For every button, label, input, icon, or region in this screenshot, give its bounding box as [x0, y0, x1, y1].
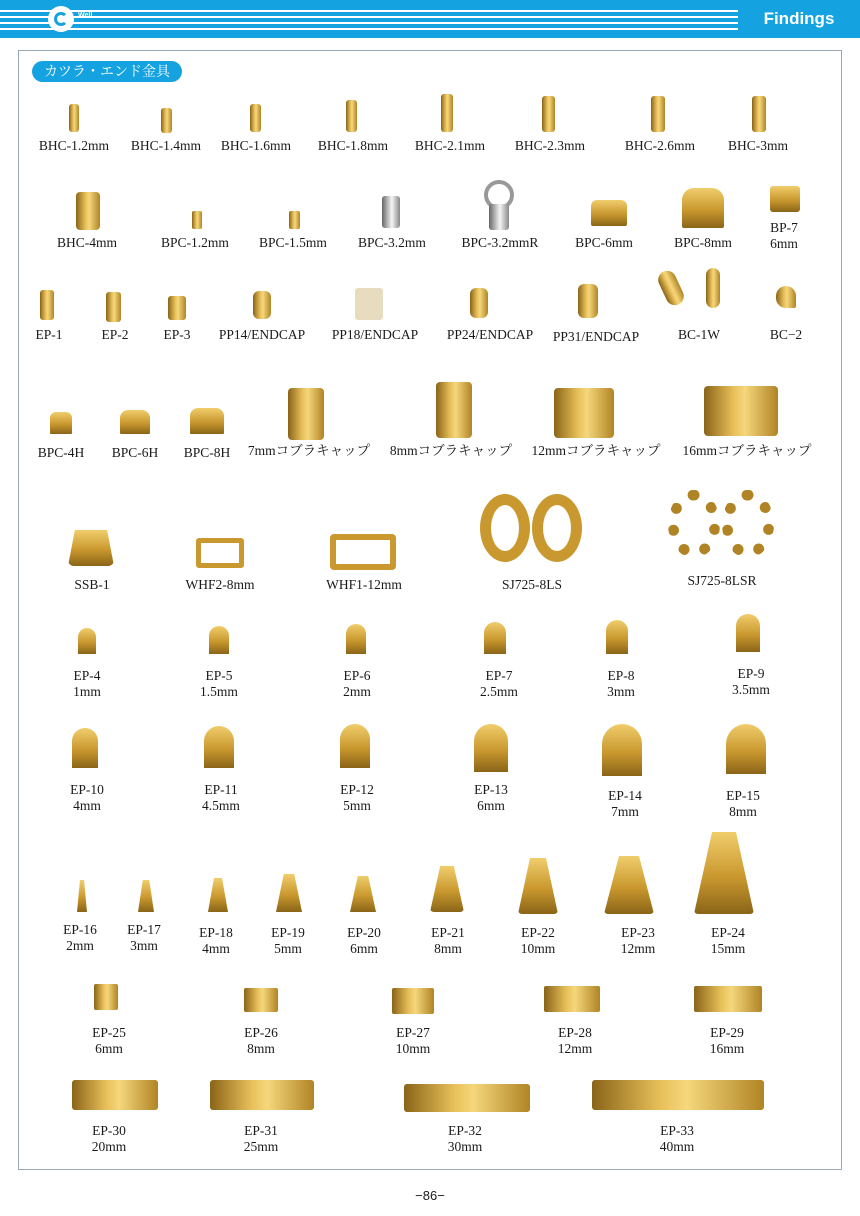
product-label: BHC-1.8mm — [317, 138, 389, 153]
product-label: SSB-1 — [74, 577, 110, 592]
product-label: 8mmコブラキャップ — [389, 443, 513, 458]
product-bpc15 — [246, 235, 340, 251]
product-image-bpc8 — [682, 188, 724, 228]
product-image-bhc18 — [346, 100, 357, 132]
product-size: 2.5mm — [480, 684, 518, 699]
product-label: EP-5 — [205, 668, 233, 683]
product-image-pp24 — [470, 288, 488, 318]
product-ep26 — [230, 1025, 292, 1057]
product-ep9 — [718, 666, 784, 698]
product-ep12 — [324, 782, 390, 814]
product-cobra12 — [524, 443, 668, 459]
product-ep29 — [694, 1025, 760, 1057]
product-label: EP-19 — [271, 925, 305, 940]
brand-name: Well — [78, 12, 93, 19]
product-pp31 — [542, 329, 650, 345]
product-image-bhc21 — [441, 94, 453, 132]
product-size: 5mm — [274, 941, 302, 956]
product-label: EP-11 — [204, 782, 238, 797]
product-label: EP-1 — [35, 327, 63, 342]
product-cobra16 — [672, 443, 822, 459]
product-bpc6 — [560, 235, 648, 251]
product-label: EP-30 — [92, 1123, 126, 1138]
product-image-cobra16 — [704, 386, 778, 436]
product-label: EP-29 — [710, 1025, 744, 1040]
product-ssb1 — [56, 577, 128, 593]
product-image-bpc15 — [289, 211, 300, 229]
product-ep6 — [326, 668, 388, 700]
product-image-sj725ls-right — [532, 494, 582, 562]
product-ep18 — [188, 925, 244, 957]
product-label: EP-26 — [244, 1025, 278, 1040]
product-size: 10mm — [395, 1041, 431, 1056]
product-image-whf2 — [196, 538, 244, 568]
product-size: 6mm — [350, 941, 378, 956]
header-stripe — [0, 16, 860, 18]
product-label: 7mmコブラキャップ — [247, 443, 371, 458]
product-ep31 — [228, 1123, 294, 1155]
product-label: PP24/ENDCAP — [446, 327, 534, 342]
category-tag: カツラ・エンド金具 — [32, 61, 182, 82]
product-label: EP-6 — [343, 668, 371, 683]
product-label: EP-8 — [607, 668, 635, 683]
product-pp18 — [322, 327, 428, 343]
product-ep4 — [56, 668, 118, 700]
product-bhc14 — [120, 138, 212, 154]
product-label: EP-20 — [347, 925, 381, 940]
product-size: 25mm — [243, 1139, 279, 1154]
product-image-ep25 — [94, 984, 118, 1010]
product-ep15 — [710, 788, 776, 820]
product-image-ep4 — [78, 628, 96, 654]
product-bhc3 — [714, 138, 802, 154]
product-label: 12mmコブラキャップ — [531, 443, 661, 458]
product-size: 4mm — [202, 941, 230, 956]
product-ep27 — [380, 1025, 446, 1057]
product-size: 1.5mm — [200, 684, 238, 699]
product-size: 8mm — [434, 941, 462, 956]
product-label: EP-32 — [448, 1123, 482, 1138]
product-bp7 — [756, 220, 812, 252]
product-label: EP-22 — [521, 925, 555, 940]
product-label: BHC-1.2mm — [38, 138, 110, 153]
product-ep33 — [644, 1123, 710, 1155]
product-ep11 — [186, 782, 256, 814]
product-label: BP-7 — [770, 220, 798, 235]
product-size: 6mm — [95, 1041, 123, 1056]
product-size: 12mm — [557, 1041, 593, 1056]
product-bpc32r — [448, 235, 552, 251]
product-image-ep30 — [72, 1080, 158, 1110]
product-label: BHC-1.6mm — [220, 138, 292, 153]
header-stripe — [0, 28, 860, 30]
product-bpc8h — [172, 445, 242, 461]
product-image-ep8 — [606, 620, 628, 654]
page-number: −86− — [415, 1188, 445, 1203]
brand-logo-icon — [48, 6, 74, 32]
product-ep7 — [466, 668, 532, 700]
product-image-ep12 — [340, 724, 370, 768]
product-image-bp7 — [770, 186, 800, 212]
product-ep22 — [506, 925, 570, 957]
product-ep1 — [22, 327, 76, 343]
product-label: EP-17 — [127, 922, 161, 937]
product-image-ep26 — [244, 988, 278, 1012]
product-bhc16 — [210, 138, 302, 154]
product-label: BHC-2.3mm — [514, 138, 586, 153]
product-image-whf1 — [330, 534, 396, 570]
product-image-bhc3 — [752, 96, 766, 132]
product-ep5 — [186, 668, 252, 700]
product-label: EP-24 — [711, 925, 745, 940]
product-size: 16mm — [709, 1041, 745, 1056]
product-size: 6mm — [477, 798, 505, 813]
product-image-bhc16 — [250, 104, 261, 132]
product-size: 8mm — [729, 804, 757, 819]
product-image-bhc12 — [69, 104, 79, 132]
product-image-ep15 — [726, 724, 766, 774]
product-size: 40mm — [659, 1139, 695, 1154]
product-label: EP-2 — [101, 327, 129, 342]
product-size: 2mm — [66, 938, 94, 953]
product-image-ep5 — [209, 626, 229, 654]
product-image-ep3 — [168, 296, 186, 320]
product-label: BHC-2.6mm — [624, 138, 696, 153]
product-image-ep1 — [40, 290, 54, 320]
product-image-ep7 — [484, 622, 506, 654]
product-bpc6h — [100, 445, 170, 461]
product-size: 8mm — [247, 1041, 275, 1056]
product-image-sj725lsr-left — [668, 490, 720, 558]
product-label: BPC-3.2mm — [358, 235, 426, 250]
product-label: EP-23 — [621, 925, 655, 940]
product-image-ep29 — [694, 986, 762, 1012]
product-label: EP-31 — [244, 1123, 278, 1138]
product-sj725lsr — [662, 573, 782, 589]
product-bc1w — [664, 327, 734, 343]
product-size: 3mm — [607, 684, 635, 699]
product-label: BHC-1.4mm — [130, 138, 202, 153]
product-label: BHC-4mm — [56, 235, 117, 250]
product-image-pp14 — [253, 291, 271, 319]
product-image-ep6 — [346, 624, 366, 654]
product-image-bhc23 — [542, 96, 555, 132]
product-pp24 — [436, 327, 544, 343]
product-sj725ls — [474, 577, 590, 593]
product-image-ep10 — [72, 728, 98, 768]
product-image-sj725lsr-right — [722, 490, 774, 558]
product-ep14 — [592, 788, 658, 820]
product-image-bpc32 — [382, 196, 400, 228]
product-size: 4.5mm — [202, 798, 240, 813]
product-image-ep27 — [392, 988, 434, 1014]
product-bpc4h — [26, 445, 96, 461]
product-label: EP-4 — [73, 668, 101, 683]
product-image-ep13 — [474, 724, 508, 772]
product-ep13 — [458, 782, 524, 814]
product-pp14 — [210, 327, 314, 343]
section-title: Findings — [738, 6, 860, 32]
product-label: EP-33 — [660, 1123, 694, 1138]
product-size: 3mm — [130, 938, 158, 953]
product-label: EP-25 — [92, 1025, 126, 1040]
product-image-cobra7 — [288, 388, 324, 440]
header-stripe — [0, 22, 860, 24]
product-image-bhc4 — [76, 192, 100, 230]
product-image-ep28 — [544, 986, 600, 1012]
product-ep21 — [420, 925, 476, 957]
product-label: BPC-1.2mm — [161, 235, 229, 250]
product-label: EP-9 — [737, 666, 765, 681]
product-ep10 — [56, 782, 118, 814]
product-label: WHF2-8mm — [185, 577, 255, 592]
product-label: BPC-1.5mm — [259, 235, 327, 250]
product-label: EP-12 — [340, 782, 374, 797]
product-image-bpc12 — [192, 211, 202, 229]
product-label: SJ725-8LS — [501, 577, 562, 592]
product-label: EP-21 — [431, 925, 465, 940]
product-image-ep31 — [210, 1080, 314, 1110]
product-size: 10mm — [520, 941, 556, 956]
product-ep3 — [150, 327, 204, 343]
product-label: EP-28 — [558, 1025, 592, 1040]
product-ep8 — [590, 668, 652, 700]
product-image-bpc6h — [120, 410, 150, 434]
product-image-cobra8 — [436, 382, 472, 438]
product-image-pp18 — [355, 288, 383, 320]
product-cobra8 — [382, 443, 520, 459]
product-size: 4mm — [73, 798, 101, 813]
product-label: PP18/ENDCAP — [331, 327, 419, 342]
product-bhc23 — [504, 138, 596, 154]
product-image-ep32 — [404, 1084, 530, 1112]
product-size: 2mm — [343, 684, 371, 699]
product-image-bhc26 — [651, 96, 665, 132]
product-size: 3.5mm — [732, 682, 770, 697]
product-label: EP-27 — [396, 1025, 430, 1040]
product-image-bhc14 — [161, 108, 172, 133]
product-label: EP-15 — [726, 788, 760, 803]
product-size: 6mm — [770, 236, 798, 251]
product-ep24 — [696, 925, 760, 957]
product-bpc12 — [148, 235, 242, 251]
product-size: 1mm — [73, 684, 101, 699]
product-ep23 — [606, 925, 670, 957]
product-ep2 — [88, 327, 142, 343]
product-size: 12mm — [620, 941, 656, 956]
product-size: 7mm — [611, 804, 639, 819]
product-label: 16mmコブラキャップ — [682, 443, 812, 458]
product-image-ep11 — [204, 726, 234, 768]
product-label: BPC-4H — [37, 445, 85, 460]
product-ep25 — [78, 1025, 140, 1057]
product-image-ep33 — [592, 1080, 764, 1110]
product-image-bpc8h — [190, 408, 224, 434]
product-label: BPC-6H — [111, 445, 159, 460]
product-cobra7 — [242, 443, 376, 459]
product-ep30 — [76, 1123, 142, 1155]
product-bpc8 — [658, 235, 748, 251]
product-label: EP-18 — [199, 925, 233, 940]
product-label: EP-14 — [608, 788, 642, 803]
product-ep28 — [542, 1025, 608, 1057]
product-label: PP14/ENDCAP — [218, 327, 306, 342]
product-label: SJ725-8LSR — [687, 573, 757, 588]
product-bhc12 — [28, 138, 120, 154]
product-bc2 — [758, 327, 814, 343]
product-ep19 — [260, 925, 316, 957]
product-size: 20mm — [91, 1139, 127, 1154]
product-image-bc1w-b — [706, 268, 720, 308]
header-stripe — [0, 10, 860, 12]
product-label: BPC-8H — [183, 445, 231, 460]
product-image-sj725ls-left — [480, 494, 530, 562]
product-label: EP-10 — [70, 782, 104, 797]
product-image-ep2 — [106, 292, 121, 322]
product-label: BPC-3.2mmR — [461, 235, 539, 250]
product-image-cobra12 — [554, 388, 614, 438]
product-bhc4 — [44, 235, 130, 251]
product-size: 5mm — [343, 798, 371, 813]
product-label: BHC-3mm — [727, 138, 788, 153]
product-bpc32 — [346, 235, 438, 251]
product-image-ssb1 — [68, 530, 114, 566]
product-label: BC-1W — [678, 327, 720, 342]
product-size: 30mm — [447, 1139, 483, 1154]
product-label: BC−2 — [769, 327, 803, 342]
product-label: BPC-8mm — [674, 235, 732, 250]
product-label: EP-16 — [63, 922, 97, 937]
product-ep20 — [336, 925, 392, 957]
product-whf1 — [312, 577, 416, 593]
product-image-bc2 — [776, 286, 796, 308]
product-label: WHF1-12mm — [326, 577, 402, 592]
product-image-ep14 — [602, 724, 642, 776]
product-ep16 — [52, 922, 108, 954]
product-image-bpc6 — [591, 200, 627, 226]
product-label: PP31/ENDCAP — [552, 329, 640, 344]
product-ep32 — [432, 1123, 498, 1155]
product-image-bpc4h — [50, 412, 72, 434]
product-ep17 — [116, 922, 172, 954]
product-bhc26 — [614, 138, 706, 154]
product-whf2 — [168, 577, 272, 593]
product-image-ep9 — [736, 614, 760, 652]
product-bhc21 — [404, 138, 496, 154]
page-header — [0, 0, 860, 38]
product-label: EP-13 — [474, 782, 508, 797]
product-image-pp31 — [578, 284, 598, 318]
product-label: EP-3 — [163, 327, 191, 342]
product-label: EP-7 — [485, 668, 513, 683]
product-size: 15mm — [710, 941, 746, 956]
product-image-bpc32r — [489, 204, 509, 230]
product-label: BHC-2.1mm — [414, 138, 486, 153]
product-label: BPC-6mm — [575, 235, 633, 250]
product-bhc18 — [306, 138, 400, 154]
